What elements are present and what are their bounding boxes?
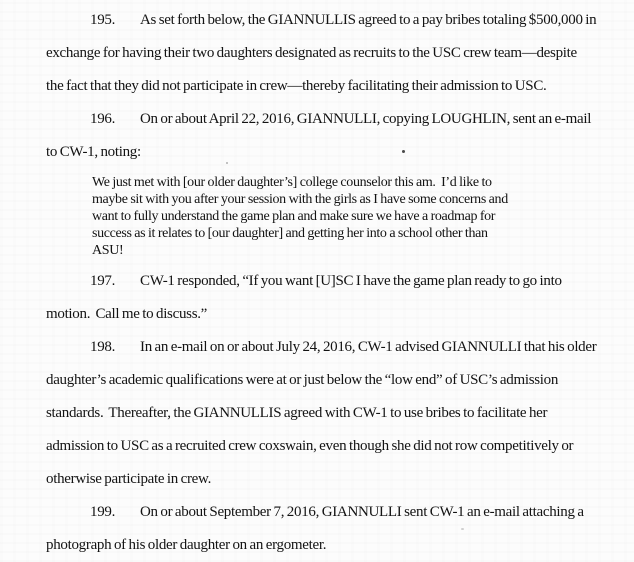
paragraph-198 [46, 331, 608, 496]
text-line: otherwise participate in crew. [46, 471, 212, 487]
quote-line: maybe sit with you after your session with the girls as I have some concerns and [92, 192, 508, 207]
paragraph-text: On or about April 22, 2016, GIANNULLI, copying LOUGHLIN, sent an e-mail [140, 111, 592, 127]
quote-line: success as it relates to [our daughter] and getting her into a school other than [92, 226, 488, 241]
text-line: the fact that they did not participate in crew—thereby facilitating their admission to USC. [46, 78, 547, 94]
text-line: photograph of his older daughter on an ergometer. [46, 537, 327, 553]
paragraph-text: On or about September 7, 2016, GIANNULLI sent CW-1 an e-mail attaching a [140, 504, 584, 520]
text-line: motion. Call me to discuss.” [46, 306, 208, 322]
text-line [46, 265, 608, 298]
email-quote-block [92, 174, 608, 259]
text-line [46, 4, 608, 37]
paragraph-197 [46, 265, 608, 331]
paragraph-text: In an e-mail on or about July 24, 2016, CW-1 advised GIANNULLI that his older [140, 339, 597, 355]
paragraph-number: 198. [90, 339, 116, 355]
text-line: to CW-1, noting: [46, 144, 141, 160]
text-line: exchange for having their two daughters designated as recruits to the USC crew team—despite [46, 45, 577, 61]
paragraph-text: CW-1 responded, “If you want [U]SC I have the game plan ready to go into [140, 273, 562, 289]
scan-speck [461, 528, 464, 530]
quote-line: We just met with [our older daughter’s] college counselor this am. I’d like to [92, 175, 492, 190]
paragraph-number: 197. [90, 273, 116, 289]
paragraph-195 [46, 4, 608, 103]
paragraph-199 [46, 496, 608, 562]
scan-speck [226, 162, 228, 164]
paragraph-number: 195. [90, 12, 116, 28]
quote-line: ASU! [92, 243, 124, 258]
text-line [46, 496, 608, 529]
text-line: standards. Thereafter, the GIANNULLIS agreed with CW-1 to use bribes to facilitate her [46, 405, 548, 421]
paragraph-196 [46, 103, 608, 169]
paragraph-number: 196. [90, 111, 116, 127]
text-line [46, 331, 608, 364]
text-line [46, 103, 608, 136]
quote-line: want to fully understand the game plan and make sure we have a roadmap for [92, 209, 496, 224]
scan-speck [402, 150, 405, 153]
paragraph-number: 199. [90, 504, 116, 520]
paragraph-text: As set forth below, the GIANNULLIS agreed to a pay bribes totaling $500,000 in [140, 12, 597, 28]
text-line: admission to USC as a recruited crew coxswain, even though she did not row competitively or [46, 438, 574, 454]
text-line: daughter’s academic qualifications were at or just below the “low end” of USC’s admission [46, 372, 559, 388]
